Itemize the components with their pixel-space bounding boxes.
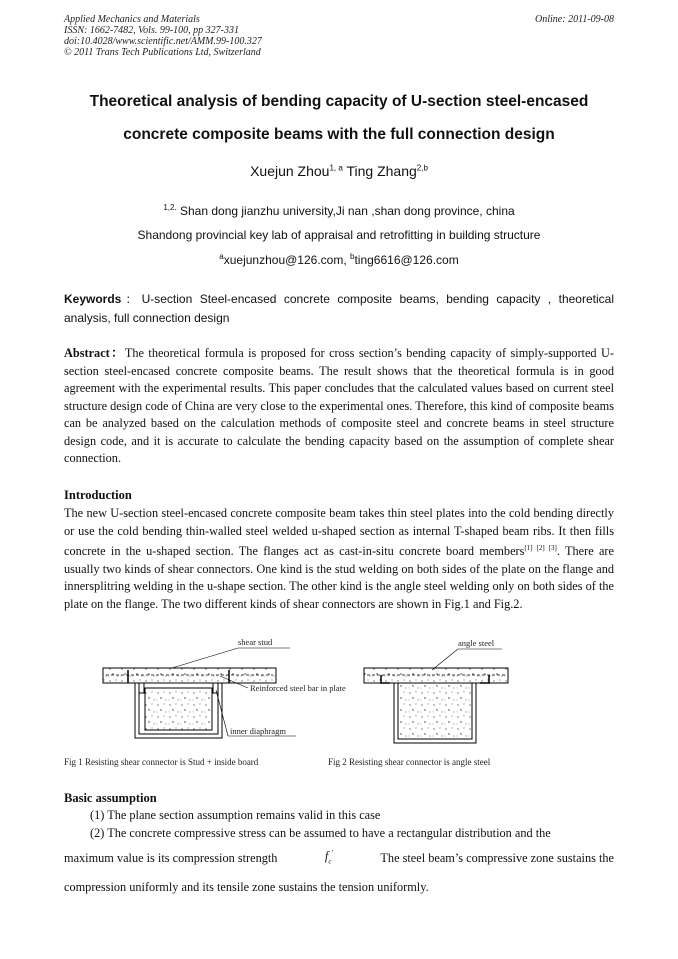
introduction-heading: Introduction: [64, 488, 132, 502]
abstract-sep: ：: [109, 346, 125, 360]
intro-text-part2: . There are usually two kinds of shear connectors. One kind is the stud welding on both sides of the plate on the flange and innersplitring welding in the u-shape section. The other kind is the angle steel welding only on both sides of the plate on the flange. The two different kinds of shear connectors are shown in Fig.1 and Fig.2.: [64, 544, 614, 611]
assumption-item-1: (1) The plane section assumption remains valid in this case: [90, 808, 381, 822]
online-date: Online: 2011-09-08: [535, 14, 614, 25]
assumption-2-text-b: The steel beam’s compressive zone sustains the: [380, 851, 614, 865]
fig2-concrete-core: [398, 683, 472, 739]
copyright-line: © 2011 Trans Tech Publications Ltd, Switzerland: [64, 47, 261, 58]
intro-text-part1: The new U-section steel-encased concrete composite beam takes thin steel plates into the cold bending directly or use the cold bending thin-walled steel welded u-shaped section as internal T-shaped beam ribs. It then fills concrete in the u-shaped section. The flanges act as cast-in-situ concrete board members: [64, 506, 614, 559]
email-sup-b: b: [350, 252, 355, 261]
affiliation-1: [40, 203, 638, 218]
figures-area: [0, 630, 678, 755]
fig1-label-shear-stud: shear stud: [238, 637, 273, 647]
email-a[interactable]: xuejunzhou@126.com,: [223, 253, 350, 267]
assumption-2-text-a: maximum value is its compression strength: [64, 851, 278, 865]
keywords-text: U-section Steel-encased concrete composite beams, bending capacity , theoretical analysis, full connection design: [64, 292, 614, 325]
email-sup-a: a: [219, 252, 224, 261]
author-emails: [40, 252, 638, 267]
fig2-slab: [364, 668, 508, 683]
journal-name: Applied Mechanics and Materials: [64, 14, 200, 25]
abstract-block: [64, 345, 614, 468]
assumption-item-2-line3: compression uniformly and its tensile zone sustains the tension uniformly.: [64, 880, 429, 894]
author-2-sup: 2,b: [416, 163, 428, 173]
fig1-caption: Fig 1 Resisting shear connector is Stud + inside board: [64, 757, 259, 767]
email-b[interactable]: ting6616@126.com: [354, 253, 459, 267]
basic-assumption-heading: Basic assumption: [64, 791, 157, 805]
fig2-drawing: [364, 649, 508, 743]
fc-symbol: $f_c'$: [324, 849, 333, 866]
affiliation-sup: 1,2.: [163, 203, 177, 212]
introduction-paragraph: [64, 505, 614, 613]
assumption-item-2-line1: (2) The concrete compressive stress can be assumed to have a rectangular distribution and the: [90, 826, 551, 840]
author-2-name: Ting Zhang: [346, 163, 417, 179]
fig1-label-diaphragm: inner diaphragm: [230, 726, 286, 736]
author-list: [40, 163, 638, 179]
journal-header: [64, 14, 262, 58]
keywords-sep: ：: [121, 292, 142, 306]
affiliation-2: Shandong provincial key lab of appraisal and retrofitting in building structure: [137, 228, 541, 242]
abstract-label: Abstract: [64, 346, 110, 360]
abstract-text: The theoretical formula is proposed for cross section’s bending capacity of simply-supported U-section steel-encased concrete composite beams. The result shows that the theoretical formula is in good agreement with the experimental results. This paper concludes that the calculated values based on current steel structure design code of China are very close to the experimental ones. Therefore, this kind of composite beams can be analyzed based on the calculation methods of composite steel and concrete beams in steel structure design code, and it is accurate to calculate the bending capacity based on the assumption of complete shear connection.: [64, 346, 614, 465]
fig2-leader-angle: [432, 649, 458, 670]
fig1-drawing: [103, 648, 296, 738]
fig2-caption: Fig 2 Resisting shear connector is angle steel: [328, 757, 491, 767]
paper-title-line1: Theoretical analysis of bending capacity of U-section steel-encased: [89, 93, 589, 110]
doi-line: doi:10.4028/www.scientific.net/AMM.99-100.327: [64, 36, 262, 47]
assumption-item-2-line2: [64, 851, 614, 868]
fig1-label-rebar: Reinforced steel bar in plate: [250, 683, 346, 693]
intro-refs[interactable]: [1] [2] [3]: [524, 544, 557, 552]
fig1-slab: [103, 668, 276, 683]
fig1-diaphragm-right: [213, 683, 218, 693]
author-1-sup: 1, a: [329, 163, 343, 173]
fig2-label-angle-steel: angle steel: [458, 638, 495, 648]
fig1-leader-stud: [172, 648, 238, 668]
paper-title-line2: concrete composite beams with the full connection design: [123, 126, 555, 143]
affiliation-1-text: Shan dong jianzhu university,Ji nan ,shan dong province, china: [180, 204, 515, 218]
keywords-label: Keywords: [64, 292, 122, 306]
fig1-concrete-core: [145, 688, 212, 730]
issn-line: ISSN: 1662-7482, Vols. 99-100, pp 327-331: [64, 25, 239, 36]
keywords-block: [64, 290, 614, 328]
fig1-diaphragm-left: [139, 683, 144, 693]
author-1-name: Xuejun Zhou: [250, 163, 330, 179]
